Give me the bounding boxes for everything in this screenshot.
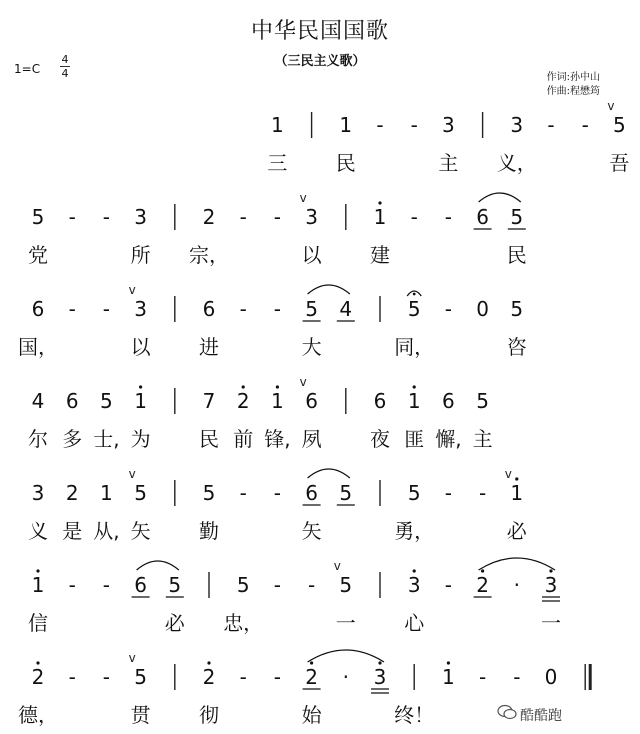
- dash-hold: -: [444, 573, 453, 597]
- breath-mark: v: [504, 467, 512, 481]
- dash-hold: -: [68, 205, 76, 229]
- dash-hold: -: [68, 297, 76, 321]
- lyricist-credit: 作词:孙中山: [546, 72, 600, 83]
- octave-dot: [36, 569, 39, 572]
- note: 1: [442, 665, 455, 689]
- note: 5: [305, 297, 318, 321]
- note: 1: [373, 205, 387, 229]
- breath-mark: v: [607, 99, 615, 113]
- slur: [137, 561, 179, 570]
- lyric: 锋,: [264, 427, 291, 451]
- note: 6: [31, 297, 45, 321]
- note: 4: [339, 297, 353, 321]
- dash-hold: -: [273, 205, 282, 229]
- octave-dot: [36, 661, 39, 664]
- note: 6: [305, 389, 318, 413]
- dash-hold: -: [547, 113, 555, 137]
- note: 3: [510, 113, 524, 137]
- lyric: 吾: [609, 151, 630, 175]
- note: 3: [305, 205, 318, 229]
- note: 6: [305, 481, 318, 505]
- lyric: 为: [130, 427, 151, 451]
- note: 5: [236, 573, 250, 597]
- lyric: 主: [438, 151, 459, 175]
- slur: [308, 469, 350, 478]
- note: 3: [442, 113, 455, 137]
- note: 5: [407, 297, 421, 321]
- octave-dot: [515, 477, 518, 480]
- note: 5: [168, 573, 182, 597]
- lyric: 是: [62, 519, 83, 543]
- lyric: 义: [28, 519, 48, 543]
- lyric: 一: [335, 611, 356, 635]
- lyric: 矢: [301, 519, 322, 543]
- octave-dot: [481, 569, 484, 572]
- dash-hold: -: [410, 205, 418, 229]
- note: 1: [134, 389, 147, 413]
- lyric: 建: [370, 243, 390, 267]
- dash-hold: -: [239, 205, 247, 229]
- note: 3: [134, 297, 147, 321]
- note: 5: [510, 297, 524, 321]
- slur: [308, 285, 350, 294]
- note: 5: [510, 205, 524, 229]
- dash-hold: -: [444, 481, 453, 505]
- lyric: 民: [506, 243, 527, 267]
- lyric: 党: [28, 243, 48, 267]
- note: 2: [202, 205, 216, 229]
- note: 3: [407, 573, 421, 597]
- note: 2: [31, 665, 45, 689]
- octave-dot: [242, 385, 245, 388]
- octave-dot: [207, 661, 210, 664]
- lyric: 从,: [93, 519, 120, 543]
- lyric: 心: [404, 611, 425, 635]
- dash-hold: -: [273, 481, 282, 505]
- lyric: 同，: [394, 335, 435, 359]
- lyric: 勤: [199, 519, 219, 543]
- lyric: 多: [62, 427, 83, 451]
- octave-dot: [276, 385, 279, 388]
- dash-hold: -: [68, 665, 76, 689]
- dash-hold: -: [410, 113, 418, 137]
- note: 6: [65, 389, 79, 413]
- dash-hold: -: [376, 113, 384, 137]
- lyric: 宗，: [189, 243, 229, 267]
- note: 5: [476, 389, 489, 413]
- lyric: 夜: [370, 427, 390, 451]
- note: 5: [339, 573, 353, 597]
- dash-hold: -: [444, 205, 453, 229]
- lyric: 一: [541, 611, 561, 635]
- key-signature: 1=C: [14, 62, 41, 76]
- note: 1: [339, 113, 353, 137]
- note: 2: [65, 481, 79, 505]
- slur: [479, 558, 555, 570]
- dash-hold: -: [307, 573, 316, 597]
- lyric: 终！: [394, 703, 435, 727]
- note: 3: [134, 205, 147, 229]
- lyric: 大: [301, 335, 322, 359]
- note: 1: [510, 481, 524, 505]
- lyric: 懈,: [435, 427, 462, 451]
- note: 6: [476, 205, 489, 229]
- note: ·: [342, 665, 349, 689]
- dash-hold: -: [273, 665, 282, 689]
- dash-hold: -: [239, 481, 247, 505]
- lyric: 前: [233, 427, 254, 451]
- lyric: 勇，: [394, 519, 435, 543]
- dash-hold: -: [102, 297, 111, 321]
- note: ·: [513, 573, 520, 597]
- dash-hold: -: [102, 205, 111, 229]
- lyric: 义，: [496, 151, 537, 175]
- lyric: 以: [301, 243, 322, 267]
- composer-credit: 作曲:程懋筠: [546, 86, 600, 97]
- lyric: 士,: [93, 427, 120, 451]
- lyric: 矢: [130, 519, 151, 543]
- octave-dot: [549, 569, 552, 572]
- lyric: 咨: [506, 335, 527, 359]
- octave-dot: [310, 661, 313, 664]
- lyric: 三: [267, 151, 288, 175]
- song-subtitle: （三民主义歌）: [274, 54, 366, 69]
- note: 1: [100, 481, 113, 505]
- note: 5: [202, 481, 216, 505]
- note: 7: [202, 389, 216, 413]
- note: 1: [407, 389, 421, 413]
- lyric: 民: [199, 427, 219, 451]
- dash-hold: -: [102, 665, 111, 689]
- dash-hold: -: [478, 481, 487, 505]
- lyric: 国，: [18, 335, 58, 359]
- note: 0: [544, 665, 558, 689]
- lyric: 贯: [130, 703, 151, 727]
- note: 6: [442, 389, 455, 413]
- lyric: 彻: [199, 703, 219, 727]
- note: 2: [476, 573, 489, 597]
- note: 5: [100, 389, 113, 413]
- breath-mark: v: [299, 191, 307, 205]
- note: 5: [134, 481, 147, 505]
- note: 2: [202, 665, 216, 689]
- fermata-dot: [413, 293, 416, 296]
- note: 4: [31, 389, 45, 413]
- time-signature-bottom: 4: [61, 67, 69, 80]
- note: 5: [339, 481, 353, 505]
- note: 1: [271, 389, 284, 413]
- octave-dot: [413, 569, 416, 572]
- time-signature-top: 4: [61, 53, 69, 66]
- dash-hold: -: [102, 573, 111, 597]
- dash-hold: -: [68, 573, 76, 597]
- note: 6: [373, 389, 387, 413]
- song-title: 中华民国国歌: [250, 19, 389, 44]
- dash-hold: -: [239, 665, 247, 689]
- note: 5: [31, 205, 45, 229]
- dash-hold: -: [513, 665, 521, 689]
- octave-dot: [413, 385, 416, 388]
- note: 0: [476, 297, 489, 321]
- note: 2: [305, 665, 318, 689]
- note: 5: [613, 113, 626, 137]
- wechat-icon: [497, 704, 517, 720]
- lyric: 夙: [301, 427, 322, 451]
- lyric: 必: [506, 519, 527, 543]
- watermark-brand: 酷酷跑: [520, 708, 562, 724]
- breath-mark: v: [299, 375, 307, 389]
- lyric: 信: [28, 611, 48, 635]
- octave-dot: [447, 661, 450, 664]
- lyric: 所: [130, 243, 151, 267]
- lyric: 民: [335, 151, 356, 175]
- note: 5: [134, 665, 147, 689]
- breath-mark: v: [128, 283, 136, 297]
- lyric: 尔: [28, 427, 48, 451]
- dash-hold: -: [581, 113, 589, 137]
- octave-dot: [378, 201, 381, 204]
- lyric: 忠，: [223, 611, 264, 635]
- lyric: 德，: [18, 703, 58, 727]
- note: 1: [31, 573, 45, 597]
- dash-hold: -: [273, 297, 282, 321]
- dash-hold: -: [239, 297, 247, 321]
- lyric: 进: [199, 335, 219, 359]
- lyric: 必: [164, 611, 185, 635]
- breath-mark: v: [333, 559, 341, 573]
- lyric: 匪: [404, 427, 425, 451]
- dash-hold: -: [478, 665, 487, 689]
- note: 1: [271, 113, 284, 137]
- note: 6: [134, 573, 147, 597]
- note: 2: [236, 389, 250, 413]
- slur: [479, 193, 521, 202]
- slur: [308, 650, 384, 662]
- note: 3: [373, 665, 387, 689]
- breath-mark: v: [128, 651, 136, 665]
- note: 3: [31, 481, 45, 505]
- note: 6: [202, 297, 216, 321]
- dash-hold: -: [444, 297, 453, 321]
- octave-dot: [378, 661, 381, 664]
- note: 5: [407, 481, 421, 505]
- lyric: 始: [301, 703, 322, 727]
- breath-mark: v: [128, 467, 136, 481]
- note: 3: [544, 573, 558, 597]
- octave-dot: [139, 385, 142, 388]
- lyric: 以: [130, 335, 151, 359]
- dash-hold: -: [273, 573, 282, 597]
- lyric: 主: [472, 427, 493, 451]
